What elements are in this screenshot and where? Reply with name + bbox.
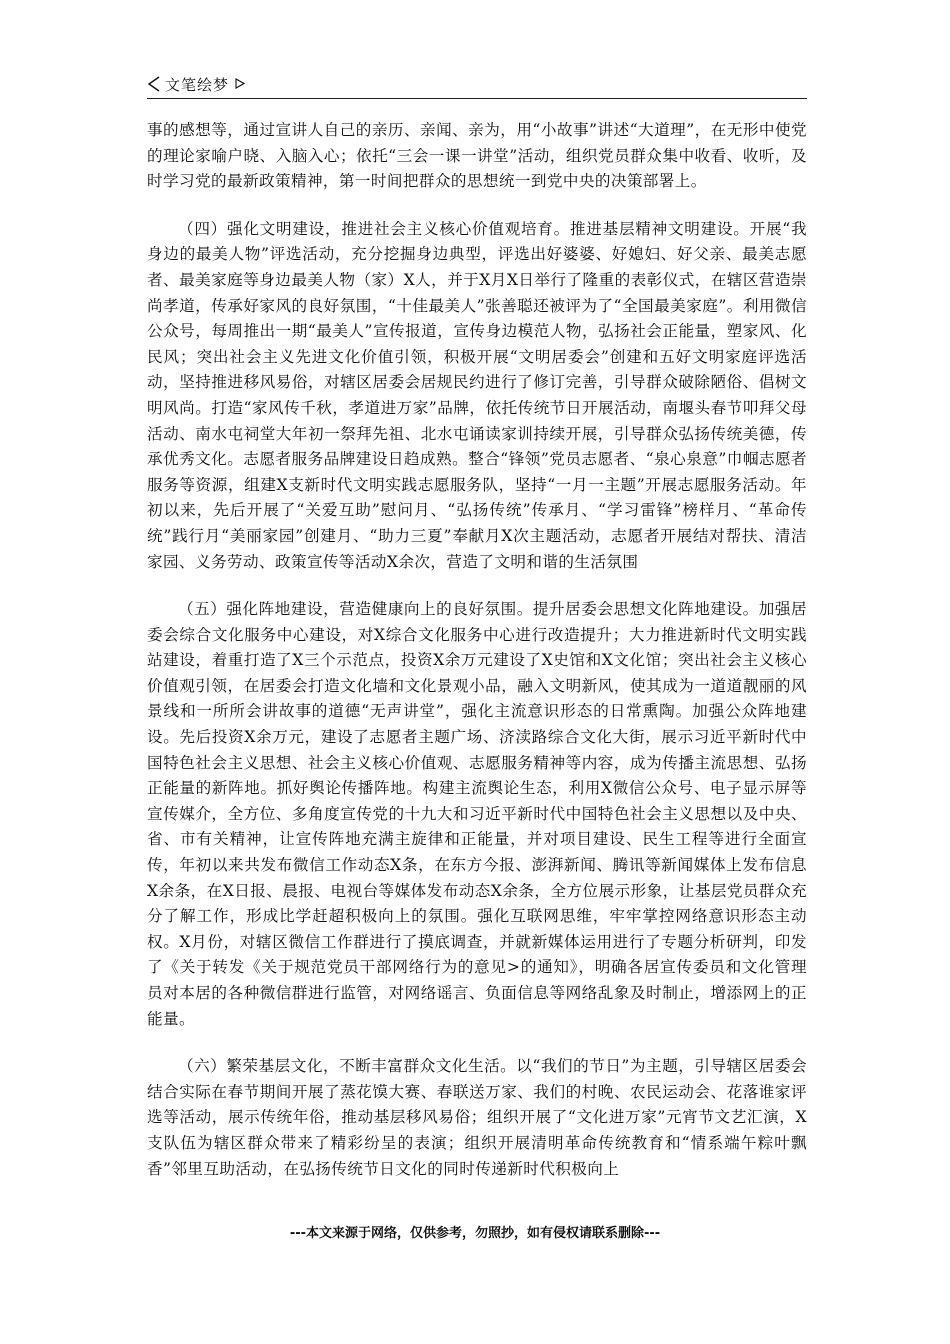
paragraph-section-6: （六）繁荣基层文化，不断丰富群众文化生活。以“我们的节日”为主题，引导辖区居委会结合实际在春节期间开展了蒸花馍大赛、春联送万家、我们的村晚、农民运动会、花落谁家评选等活动，展示传统年俗，推动基层移风易俗；组织开展了“文化进万家”元宵节文艺汇演，X支队伍为辖区群众带来了精彩纷呈的表演；组织开展清明革命传统教育和“情系端午粽叶飘香”邻里互助活动，在弘扬传统节日文化的同时传递新时代积极向上 — [147, 1057, 807, 1178]
header-divider — [147, 98, 807, 99]
paragraph-section-4: （四）强化文明建设，推进社会主义核心价值观培育。推进基层精神文明建设。开展“我身边的最美人物”评选活动，充分挖掘身边典型，评选出好婆婆、好媳妇、好父亲、最美志愿者、最美家庭等身边最美人物（家）X人，并于X月X日举行了隆重的表彰仪式，在辖区营造崇尚孝道，传承好家风的良好氛围，“十佳最美人”张善聪还被评为了“全国最美家庭”。利用微信公众号，每周推出一期“最美人”宣传报道，宣传身边模范人物，弘扬社会正能量，塑家风、化民风；突出社会主义先进文化价值引领，积极开展“文明居委会”创建和五好文明家庭评选活动，坚持推进移风易俗，对辖区居委会居规民约进行了修订完善，引导群众破除陋俗、倡树文明风尚。打造“家风传千秋，孝道进万家”品牌，依托传统节日开展活动，南堰头春节叩拜父母活动、南水屯祠堂大年初一祭拜先祖、北水屯诵读家训持续开展，引导群众弘扬传统美德，传承优秀文化。志愿者服务品牌建设日趋成熟。整合“锋领”党员志愿者、“泉心泉意”巾帼志愿者服务等资源，组建X支新时代文明实践志愿服务队，坚持“一月一主题”开展志愿服务活动。年初以来，先后开展了“关爱互助”慰问月、“弘扬传统”传承月、“学习雷锋”榜样月、“革命传统”践行月“美丽家园”创建月、“助力三夏”奉献月X次主题活动，志愿者开展结对帮扶、清洁家园、义务劳动、政策宣传等活动X余次，营造了文明和谐的生活氛围 — [147, 219, 807, 571]
triangle-left-icon — [147, 76, 161, 92]
paragraph-section-5: （五）强化阵地建设，营造健康向上的良好氛围。提升居委会思想文化阵地建设。加强居委会综合文化服务中心建设，对X综合文化服务中心进行改造提升；大力推进新时代文明实践站建设，着重打造了X三个示范点，投资X余万元建设了X史馆和X文化馆；突出社会主义核心价值观引领，在居委会打造文化墙和文化景观小品，融入文明新风，使其成为一道道靓丽的风景线和一所所会讲故事的道德“无声讲堂”，强化主流意识形态的日常熏陶。加强公众阵地建设。先后投资X余万元，建设了志愿者主题广场、济渎路综合文化大街，展示习近平新时代中国特色社会主义思想、社会主义核心价值观、志愿服务精神等内容，成为传播主流思想、弘扬正能量的新阵地。抓好舆论传播阵地。构建主流舆论生态，利用X微信公众号、电子显示屏等宣传媒介，全方位、多角度宣传党的十九大和习近平新时代中国特色社会主义思想以及中央、省、市有关精神，让宣传阵地充满主旋律和正能量，并对项目建设、民生工程等进行全面宣传，年初以来共发布微信工作动态X条，在东方今报、澎湃新闻、腾讯等新闻媒体上发布信息X余条，在X日报、晨报、电视台等媒体发布动态X余条，全方位展示形象，让基层党员群众充分了解工作，形成比学赶超积极向上的氛围。强化互联网思维，牢牢掌控网络意识形态主动权。X月份，对辖区微信工作群进行了摸底调查，并就新媒体运用进行了专题分析研判，印发了《关于转发《关于规范党员干部网络行为的意见>的通知》，明确各居宣传委员和文化管理员对本居的各种微信群进行监管，对网络谣言、负面信息等网络乱象及时制止，增添网上的正能量。 — [147, 600, 807, 1028]
triangle-right-icon — [235, 78, 245, 89]
header-title: 文笔绘梦 — [165, 76, 230, 94]
footer-disclaimer: ---本文来源于网络，仅供参考，勿照抄，如有侵权请联系删除--- — [289, 1226, 661, 1241]
paragraph-continuation: 事的感想等，通过宣讲人自己的亲历、亲闻、亲为，用“小故事”讲述“大道理”，在无形中使党的理论家喻户晓、入脑入心；依托“三会一课一讲堂”活动，组织党员群众集中收看、收听，及时学习党的最新政策精神，第一时间把群众的思想统一到党中央的决策部署上。 — [147, 121, 807, 191]
page-header — [147, 72, 807, 98]
document-body — [147, 118, 807, 1204]
